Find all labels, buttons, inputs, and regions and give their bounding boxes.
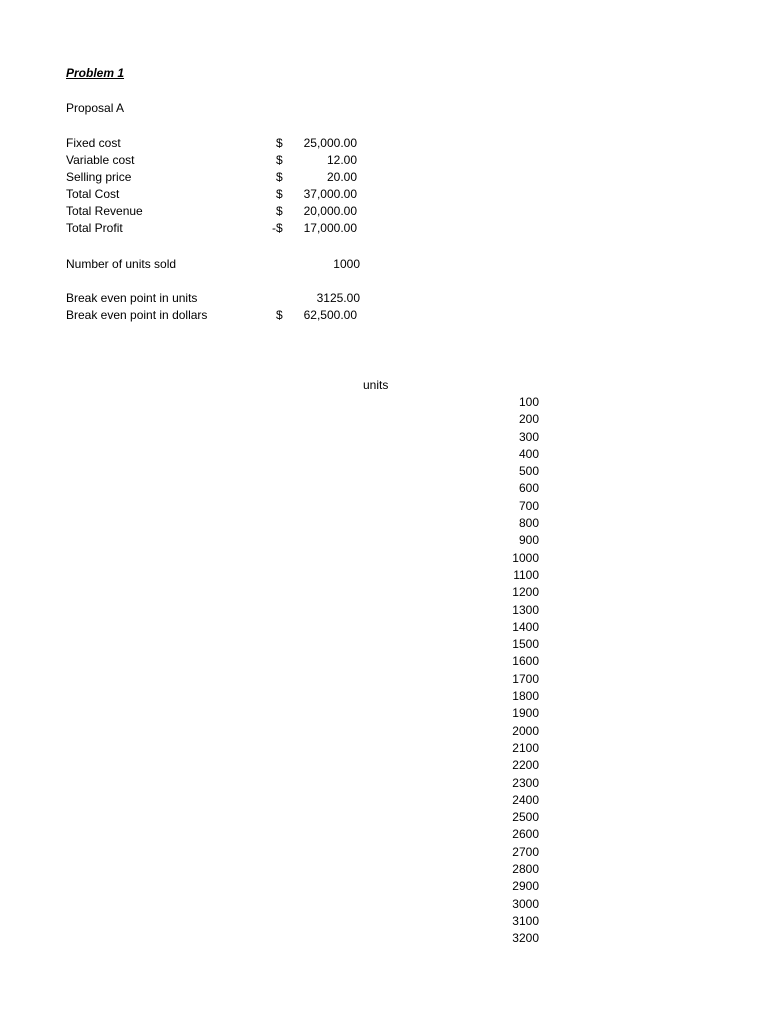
- total-profit-amount: 17,000.00: [303, 221, 357, 235]
- units-value: 1600: [512, 654, 539, 669]
- units-value: 300: [518, 429, 539, 444]
- fixed-cost-label: Fixed cost: [66, 136, 121, 150]
- units-value: 2600: [512, 827, 539, 842]
- total-revenue-label: Total Revenue: [66, 204, 143, 218]
- variable-cost-currency: $: [276, 153, 283, 167]
- total-cost-currency: $: [276, 187, 283, 201]
- units-value: 700: [518, 498, 539, 513]
- units-value: 2300: [512, 775, 539, 790]
- units-column-header: units: [363, 378, 389, 392]
- break-even-dollars-currency: $: [276, 308, 283, 322]
- units-value: 900: [518, 533, 539, 548]
- break-even-dollars-label: Break even point in dollars: [66, 308, 208, 322]
- problem-title: Problem 1: [66, 66, 125, 80]
- selling-price-amount: 20.00: [326, 170, 357, 184]
- break-even-dollars-amount: 62,500.00: [303, 308, 357, 322]
- selling-price-currency: $: [276, 170, 283, 184]
- units-column-list: [490, 395, 539, 949]
- variable-cost-amount: 12.00: [326, 153, 357, 167]
- units-value: 2000: [512, 723, 539, 738]
- units-value: 3100: [512, 913, 539, 928]
- units-value: 1700: [512, 671, 539, 686]
- units-value: 1900: [512, 706, 539, 721]
- proposal-label: Proposal A: [66, 101, 125, 115]
- units-value: 400: [518, 446, 539, 461]
- units-value: 1500: [512, 637, 539, 652]
- units-value: 1200: [512, 585, 539, 600]
- total-profit-label: Total Profit: [66, 221, 123, 235]
- units-value: 500: [518, 464, 539, 479]
- fixed-cost-amount: 25,000.00: [303, 136, 357, 150]
- total-profit-currency: -$: [272, 221, 283, 235]
- units-value: 200: [518, 412, 539, 427]
- variable-cost-label: Variable cost: [66, 153, 135, 167]
- units-value: 2100: [512, 740, 539, 755]
- total-cost-amount: 37,000.00: [303, 187, 357, 201]
- fixed-cost-currency: $: [276, 136, 283, 150]
- units-value: 2700: [512, 844, 539, 859]
- units-value: 800: [518, 516, 539, 531]
- units-value: 2900: [512, 879, 539, 894]
- units-value: 3200: [512, 931, 539, 946]
- units-value: 1300: [512, 602, 539, 617]
- units-value: 1400: [512, 619, 539, 634]
- units-sold-value: 1000: [333, 257, 360, 271]
- units-value: 100: [518, 395, 539, 409]
- total-revenue-amount: 20,000.00: [303, 204, 357, 218]
- units-value: 3000: [512, 896, 539, 911]
- total-cost-label: Total Cost: [66, 187, 120, 201]
- units-value: 2400: [512, 792, 539, 807]
- units-value: 2200: [512, 758, 539, 773]
- units-value: 600: [518, 481, 539, 496]
- units-sold-label: Number of units sold: [66, 257, 177, 271]
- units-value: 1100: [513, 567, 539, 582]
- break-even-units-label: Break even point in units: [66, 291, 198, 305]
- selling-price-label: Selling price: [66, 170, 132, 184]
- units-value: 1000: [512, 550, 539, 565]
- units-value: 2800: [512, 862, 539, 877]
- break-even-units-value: 3125.00: [316, 291, 360, 305]
- units-value: 2500: [512, 810, 539, 825]
- total-revenue-currency: $: [276, 204, 283, 218]
- units-value: 1800: [512, 689, 539, 704]
